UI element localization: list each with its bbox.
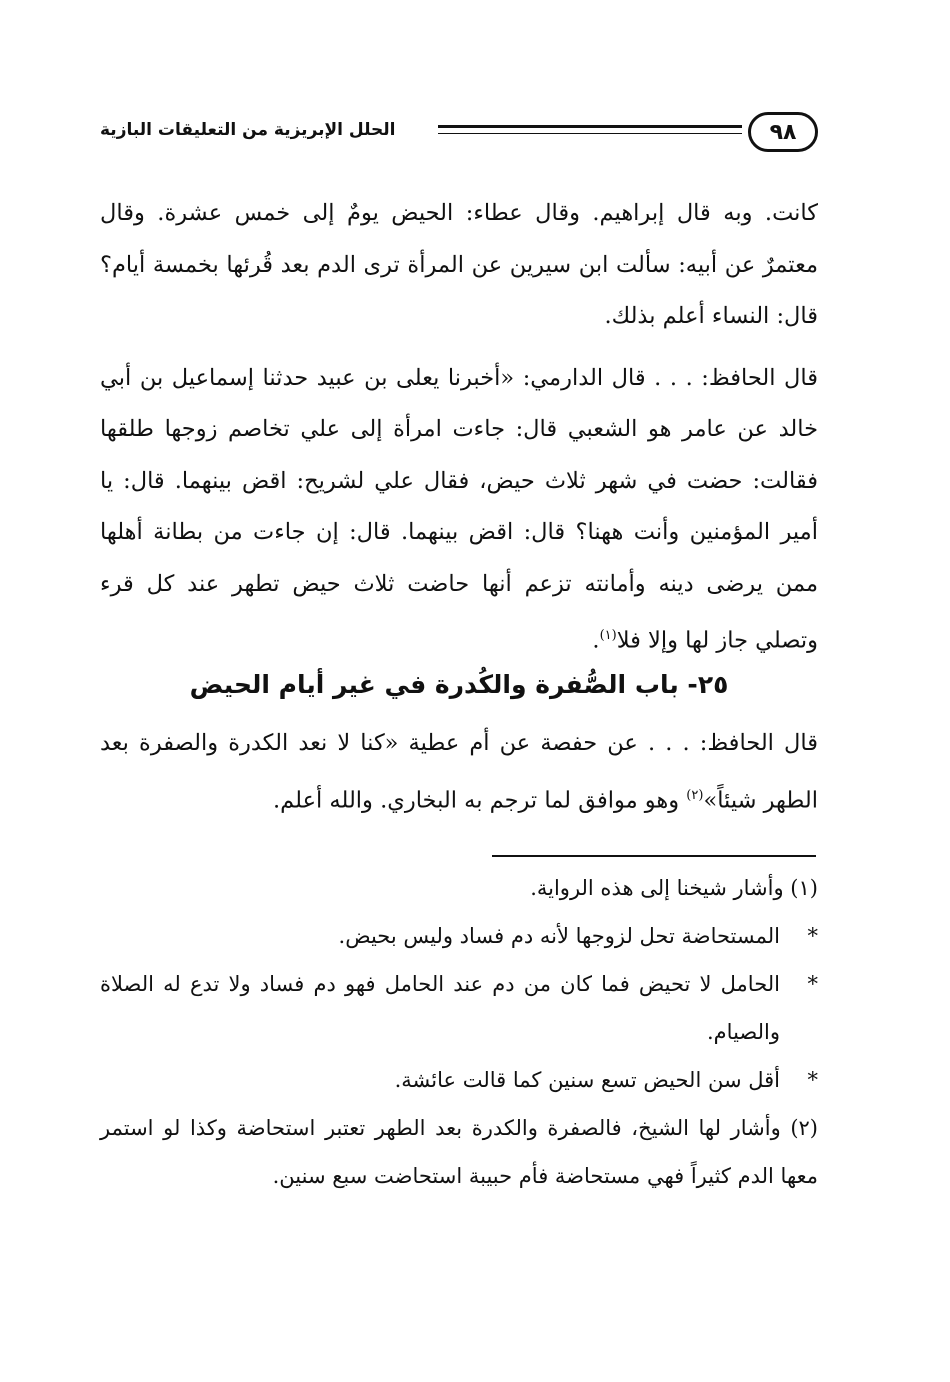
section-paragraph-text: قال الحافظ: . . . عن حفصة عن أم عطية «كنا لا نعد الكدرة والصفرة بعد الطهر شيئاً» <box>100 730 818 813</box>
bullet-3-text: أقل سن الحيض تسع سنين كما قالت عائشة. <box>394 1068 780 1092</box>
header-rule-thin <box>438 133 742 134</box>
page-header <box>100 112 818 156</box>
section-text <box>100 718 818 827</box>
section-paragraph-end: وهو موافق لما ترجم به البخاري. والله أعلم. <box>273 787 687 813</box>
footnote-ref-1: (١) <box>599 628 617 643</box>
bullet-star-icon: * <box>807 924 818 948</box>
bullet-2-text: الحامل لا تحيض فما كان من دم عند الحامل فهو دم فساد ولا تدع له الصلاة والصيام. <box>100 972 780 1044</box>
footnote-separator <box>492 855 816 857</box>
header-rule <box>438 125 742 139</box>
paragraph-2-text: قال الحافظ: . . . قال الدارمي: «أخبرنا يعلى بن عبيد حدثنا إسماعيل بن أبي خالد عن عامر هو الشعبي قال: جاءت امرأة إلى علي تخاصم زوجها طلقها فقالت: حضت في شهر ثلاث حيض، فقال علي لشريح: اقض بينهما. قال: يا أمير المؤمنين وأنت ههنا؟ قال: اقض بينهما. قال: إن جاءت من بطانة أهلها ممن يرضى دينه وأمانته تزعم أنها حاضت ثلاث حيض تطهر عند كل قرء وتصلي جاز لها وإلا فلا <box>100 364 818 654</box>
book-title: الحلل الإبريزية من التعليقات البازية <box>100 120 396 140</box>
section-heading: ٢٥- باب الصُّفرة والكُدرة في غير أيام الحيض <box>189 670 729 699</box>
section-paragraph <box>100 718 818 827</box>
footnote-bullet-1 <box>100 912 818 960</box>
footnote-bullet-3 <box>100 1056 818 1104</box>
footnote-1: (١) وأشار شيخنا إلى هذه الرواية. <box>530 876 818 900</box>
paragraph-1: كانت. وبه قال إبراهيم. وقال عطاء: الحيض يومٌ إلى خمس عشرة. وقال معتمرٌ عن أبيه: سألت ابن سيرين عن المرأة ترى الدم بعد قُرئها بخمسة أيام؟ قال: النساء أعلم بذلك. <box>100 200 818 329</box>
page-number: ٩٨ <box>748 112 818 152</box>
paragraph-2-end: . <box>592 627 600 654</box>
header-rule-thick <box>438 125 742 128</box>
footnotes <box>100 864 818 1200</box>
main-text <box>100 188 818 667</box>
paragraph-2 <box>100 353 818 668</box>
bullet-star-icon: * <box>807 972 818 996</box>
bullet-star-icon: * <box>807 1068 818 1092</box>
bullet-1-text: المستحاضة تحل لزوجها لأنه دم فساد وليس بحيض. <box>338 924 780 948</box>
footnote-ref-2: (٢) <box>686 787 704 803</box>
footnote-2: (٢) وأشار لها الشيخ، فالصفرة والكدرة بعد الطهر تعتبر استحاضة وكذا لو استمر معها الدم كثيراً فهي مستحاضة فأم حبيبة استحاضت سبع سنين. <box>100 1116 818 1188</box>
footnote-bullet-2 <box>100 960 818 1056</box>
